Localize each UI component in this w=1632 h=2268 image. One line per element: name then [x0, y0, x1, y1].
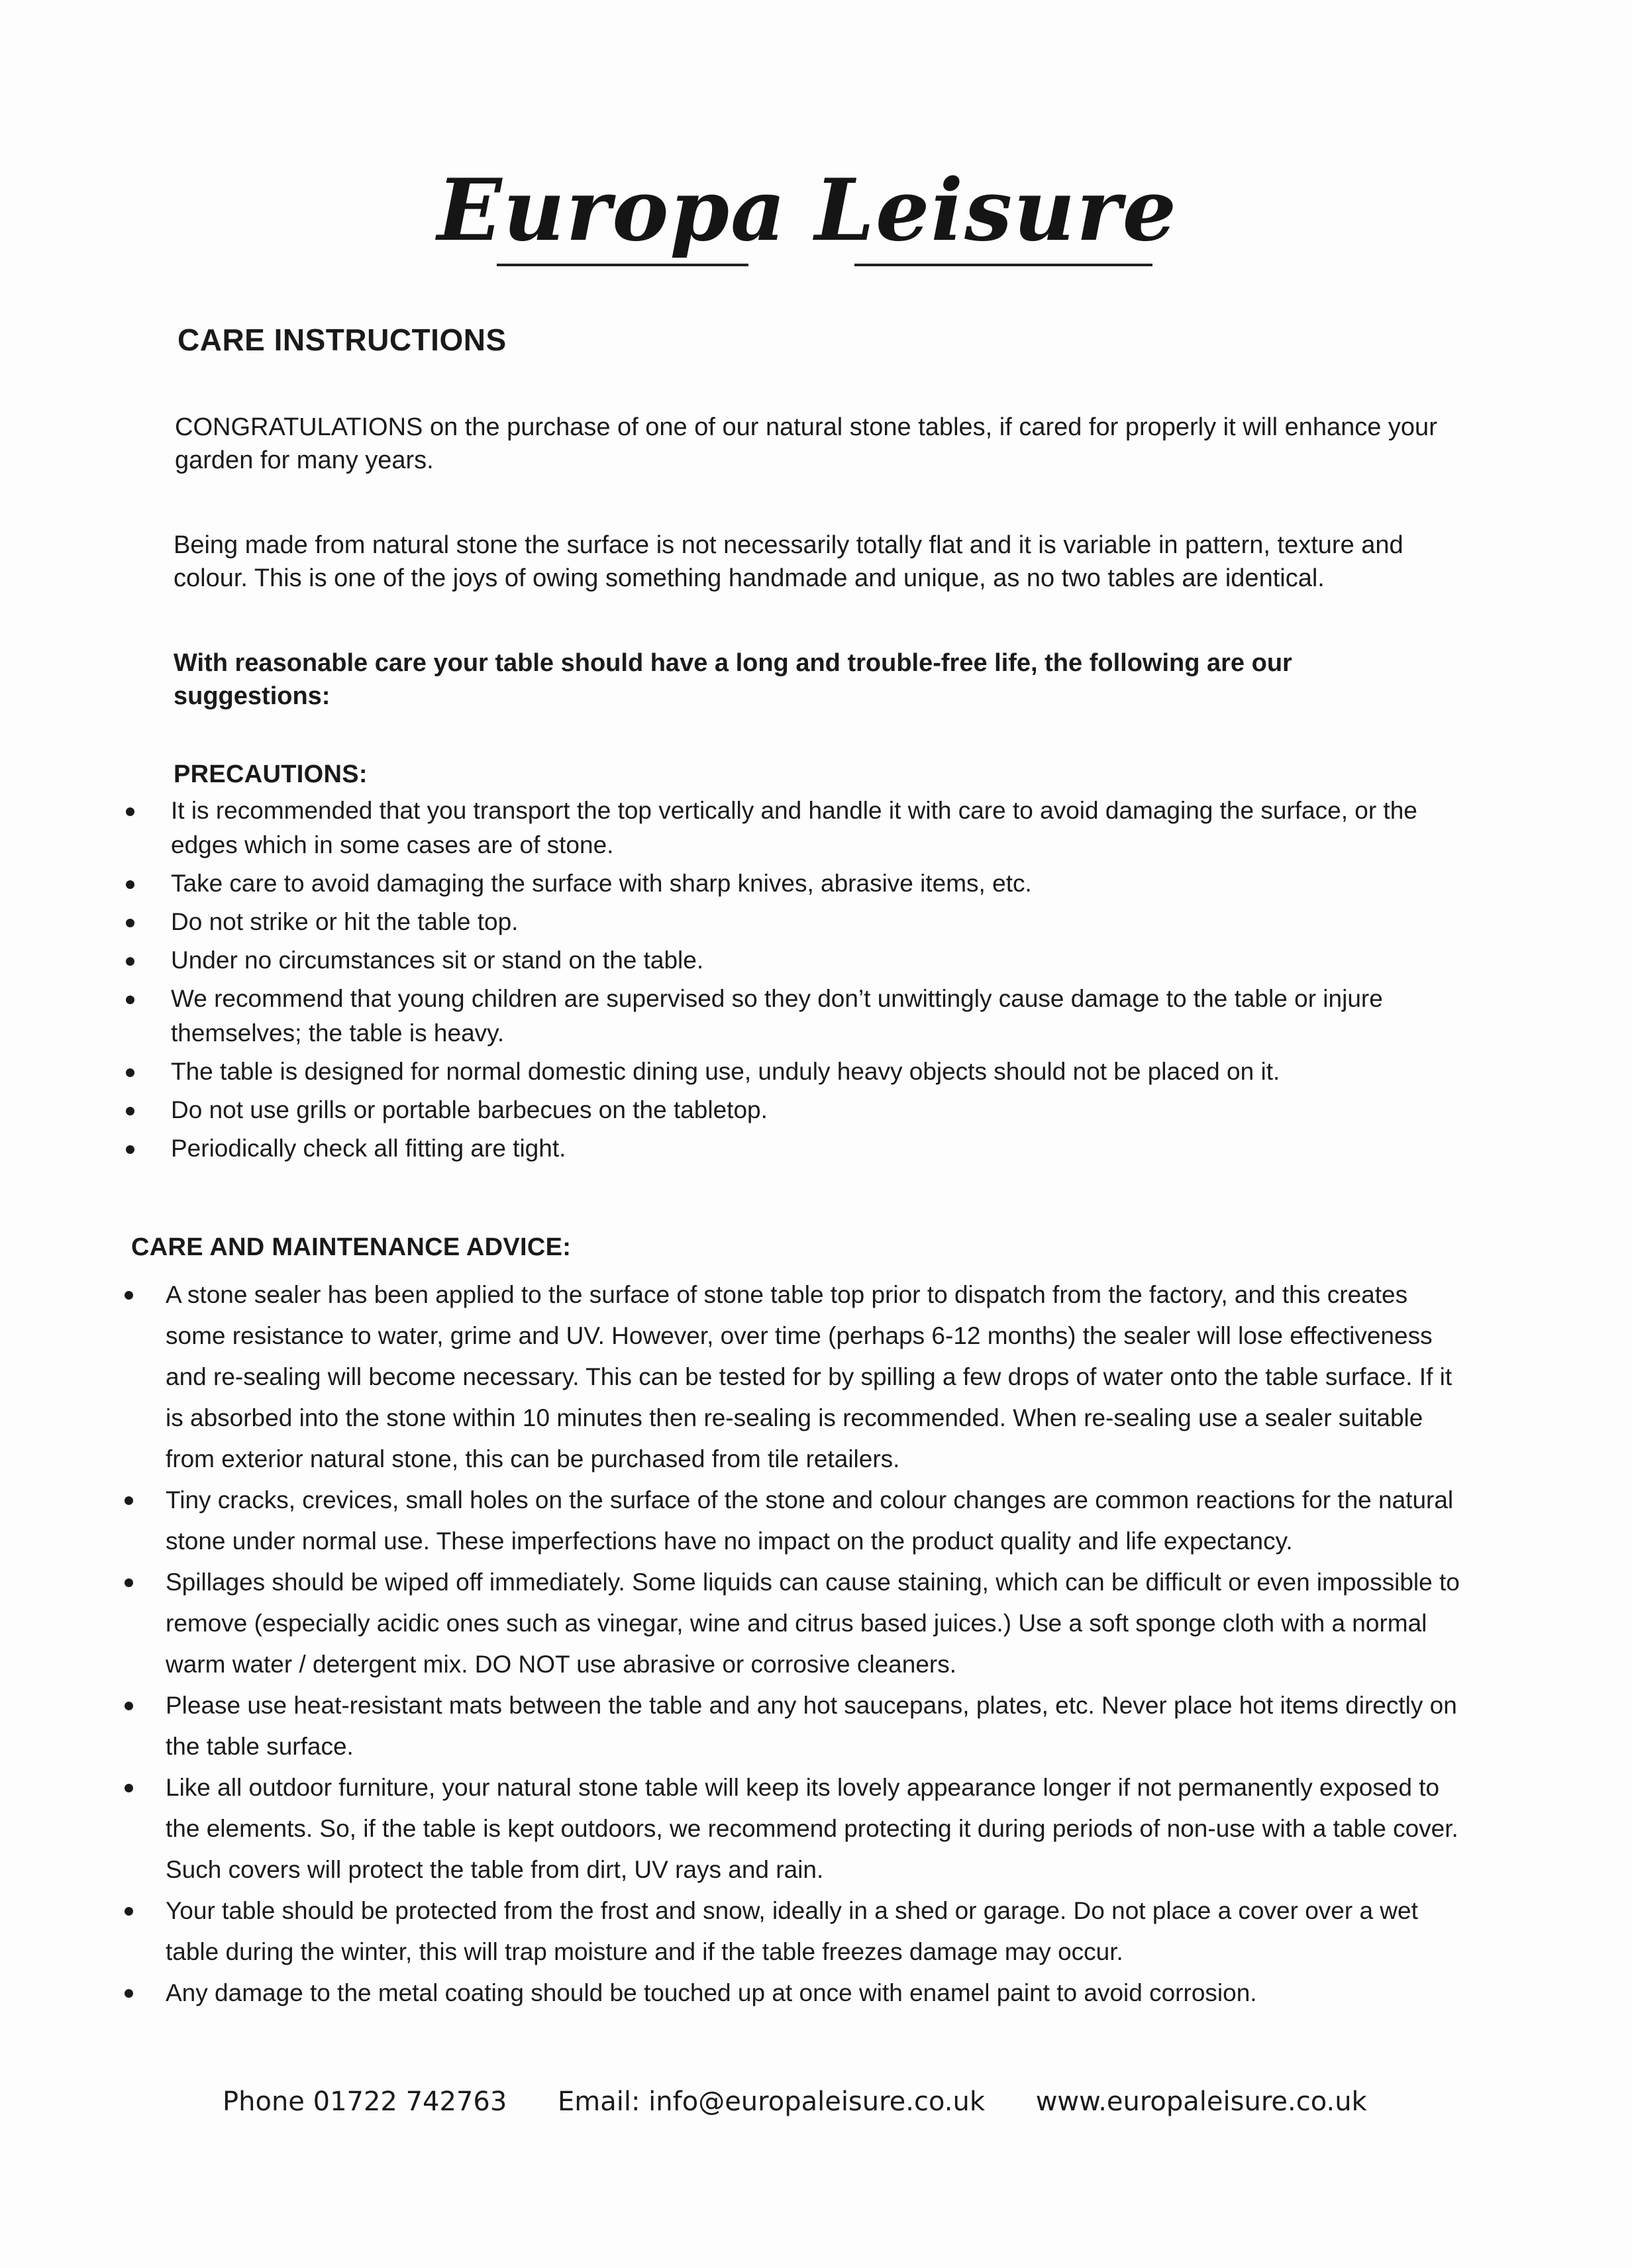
precautions-list [171, 794, 1456, 1170]
bullet-icon [126, 1068, 134, 1077]
list-item-text: The table is designed for normal domestic dining use, unduly heavy objects should not be placed on it. [171, 1058, 1280, 1085]
bullet-icon [126, 1145, 134, 1154]
contact-footer [223, 2087, 1367, 2117]
bullet-icon [126, 880, 134, 889]
bullet-icon [126, 957, 134, 966]
list-item [171, 1055, 1456, 1089]
suggestion-paragraph: With reasonable care your table should have a long and trouble-free life, the following are our suggestions: [174, 649, 1292, 710]
company-logo [437, 158, 1178, 277]
bullet-icon [125, 1907, 133, 1916]
bullet-icon [125, 1784, 133, 1792]
list-item-text: We recommend that young children are supervised so they don’t unwittingly cause damage to the table or injure themselves; the table is heavy. [171, 985, 1383, 1047]
footer-email: Email: info@europaleisure.co.uk [558, 2087, 985, 2117]
list-item [166, 1890, 1464, 1973]
list-item [171, 1131, 1456, 1166]
logo-underline [854, 264, 1152, 266]
list-item-text: Under no circumstances sit or stand on the table. [171, 947, 704, 974]
list-item [171, 943, 1456, 978]
list-item-text: Take care to avoid damaging the surface with sharp knives, abrasive items, etc. [171, 870, 1032, 897]
footer-website: www.europaleisure.co.uk [1035, 2087, 1367, 2117]
list-item-text: Periodically check all fitting are tight. [171, 1135, 566, 1162]
logo-word-europa: Europa [437, 161, 787, 260]
footer-phone: Phone 01722 742763 [223, 2087, 507, 2117]
list-item-text: Do not strike or hit the table top. [171, 908, 519, 935]
bullet-icon [125, 1989, 133, 1998]
list-item-text: Spillages should be wiped off immediately. Some liquids can cause staining, which can be difficult or even impossible to remove (especially acidic ones such as vinegar, wine and citrus based juices.) Use a soft sponge cloth with a normal warm water / detergent mix. DO NOT use abrasive or corrosive cleaners. [166, 1569, 1460, 1678]
precautions-title: PRECAUTIONS: [174, 760, 368, 788]
list-item [166, 1767, 1464, 1890]
list-item [171, 982, 1456, 1051]
list-item-text: A stone sealer has been applied to the surface of stone table top prior to dispatch from the factory, and this creates some resistance to water, grime and UV. However, over time (perhaps 6-12 months) the sealer will lose effectiveness and re-sealing will become necessary. This can be tested for by spilling a few drops of water onto the table surface. If it is absorbed into the stone within 10 minutes then re-sealing is recommended. When re-sealing use a sealer suitable from exterior natural stone, this can be purchased from tile retailers. [166, 1281, 1453, 1472]
list-item [166, 1562, 1464, 1685]
bullet-icon [126, 996, 134, 1004]
list-item [166, 1480, 1464, 1562]
bullet-icon [126, 1107, 134, 1115]
care-list [166, 1274, 1464, 2014]
list-item-text: Do not use grills or portable barbecues on the tabletop. [171, 1096, 768, 1123]
care-title: CARE AND MAINTENANCE ADVICE: [131, 1233, 572, 1261]
list-item [171, 1093, 1456, 1127]
list-item-text: Like all outdoor furniture, your natural stone table will keep its lovely appearance longer if not permanently exposed to the elements. So, if the table is kept outdoors, we recommend protecting it during periods of non-use with a table cover. Such covers will protect the table from dirt, UV rays and rain. [166, 1774, 1458, 1883]
list-item-text: Tiny cracks, crevices, small holes on the surface of the stone and colour changes are common reactions for the natural stone under normal use. These imperfections have no impact on the product quality and life expectancy. [166, 1486, 1454, 1555]
bullet-icon [125, 1578, 133, 1587]
list-item [171, 905, 1456, 939]
list-item [171, 866, 1456, 901]
page-title: CARE INSTRUCTIONS [178, 323, 507, 357]
list-item-text: Your table should be protected from the frost and snow, ideally in a shed or garage. Do not place a cover over a wet table during the winter, this will trap moisture and if the table freezes damage may occur. [166, 1897, 1418, 1965]
bullet-icon [125, 1291, 133, 1300]
intro-paragraph: CONGRATULATIONS on the purchase of one of our natural stone tables, if cared for properly it will enhance your garden for many years. [175, 413, 1437, 474]
bullet-icon [126, 919, 134, 927]
list-item [166, 1973, 1464, 2014]
logo-underline [497, 264, 748, 266]
list-item [166, 1274, 1464, 1480]
logo-word-leisure: Leisure [815, 161, 1178, 260]
intro-paragraph: Being made from natural stone the surface is not necessarily totally flat and it is variable in pattern, texture and colour. This is one of the joys of owing something handmade and unique, as no two tables are identical. [174, 531, 1403, 592]
list-item-text: Please use heat-resistant mats between the table and any hot saucepans, plates, etc. Never place hot items directly on the table surface. [166, 1692, 1457, 1760]
bullet-icon [125, 1496, 133, 1505]
bullet-icon [126, 807, 134, 816]
list-item-text: Any damage to the metal coating should be touched up at once with enamel paint to avoid corrosion. [166, 1979, 1257, 2006]
bullet-icon [125, 1702, 133, 1710]
list-item [166, 1685, 1464, 1767]
list-item [171, 794, 1456, 862]
list-item-text: It is recommended that you transport the top vertically and handle it with care to avoid damaging the surface, or the edges which in some cases are of stone. [171, 797, 1417, 858]
